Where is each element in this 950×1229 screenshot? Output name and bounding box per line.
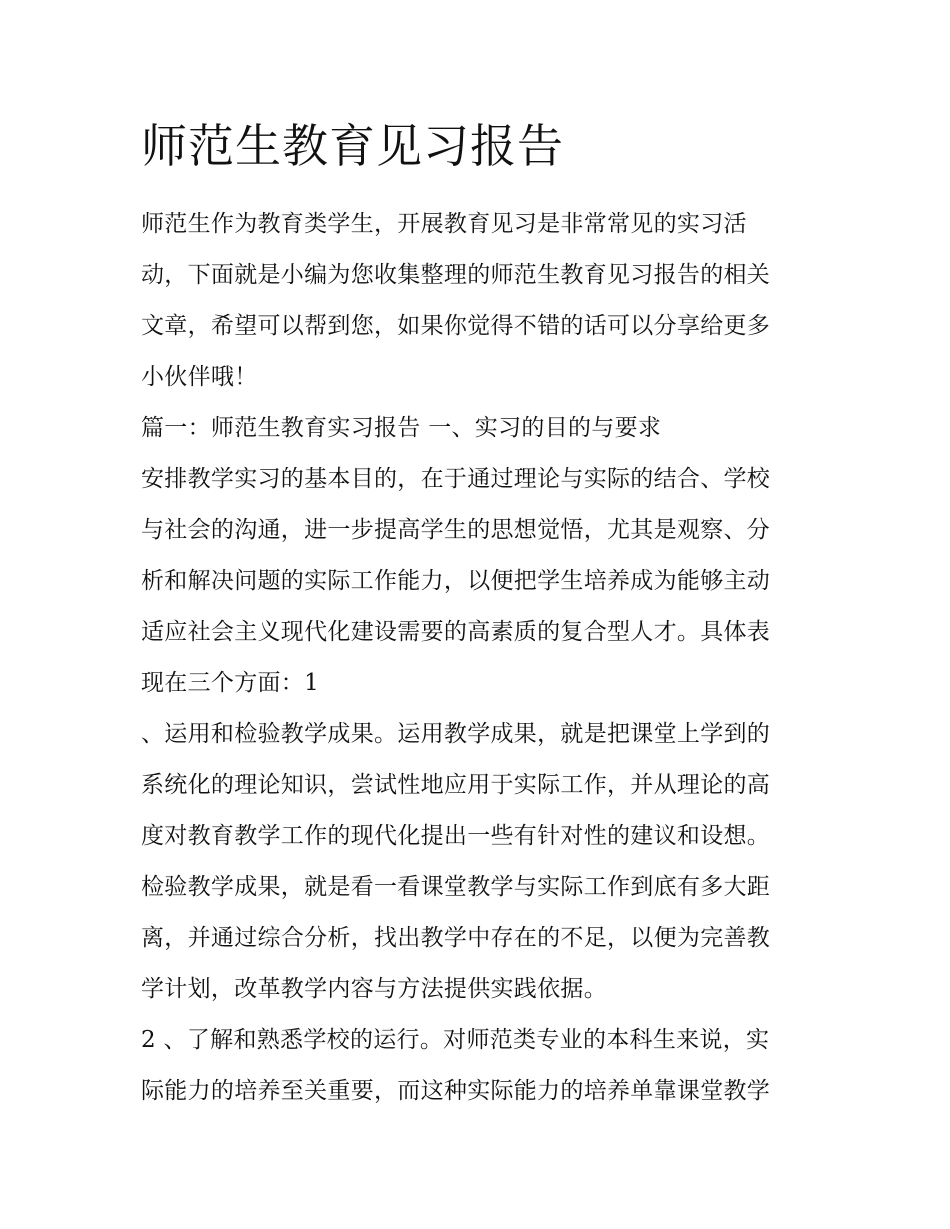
- document-title: 师范生教育见习报告: [141, 119, 564, 173]
- text-line: 小伙伴哦！: [141, 364, 258, 390]
- text-line: 、运用和检验教学成果。运用教学成果，就是把课堂上学到的: [141, 721, 771, 747]
- text-line: 度对教育教学工作的现代化提出一些有针对性的建议和设想。: [141, 823, 771, 849]
- text-line: 离，并通过综合分析，找出教学中存在的不足，以便为完善教: [141, 925, 771, 951]
- text-line: 学计划，改革教学内容与方法提供实践依据。: [141, 976, 607, 1002]
- section-heading: 篇一：师范生教育实习报告 一、实习的目的与要求: [141, 415, 662, 441]
- text-line: 2 、了解和熟悉学校的运行。对师范类专业的本科生来说，实: [141, 1027, 770, 1053]
- text-line: 师范生作为教育类学生，开展教育见习是非常常见的实习活: [141, 211, 747, 237]
- text-line: 与社会的沟通，进一步提高学生的思想觉悟，尤其是观察、分: [141, 517, 771, 543]
- document-body: [141, 199, 821, 1117]
- text-line: 文章，希望可以帮到您，如果你觉得不错的话可以分享给更多: [141, 313, 771, 339]
- text-line: 际能力的培养至关重要，而这种实际能力的培养单靠课堂教学: [141, 1078, 771, 1104]
- text-line: 检验教学成果，就是看一看课堂教学与实际工作到底有多大距: [141, 874, 771, 900]
- text-line: 析和解决问题的实际工作能力，以便把学生培养成为能够主动: [141, 568, 771, 594]
- text-line: 动，下面就是小编为您收集整理的师范生教育见习报告的相关: [141, 262, 771, 288]
- text-line: 系统化的理论知识，尝试性地应用于实际工作，并从理论的高: [141, 772, 771, 798]
- text-line: 安排教学实习的基本目的，在于通过理论与实际的结合、学校: [141, 466, 771, 492]
- text-line: 现在三个方面：1: [141, 670, 320, 696]
- text-line: 适应社会主义现代化建设需要的高素质的复合型人才。具体表: [141, 619, 771, 645]
